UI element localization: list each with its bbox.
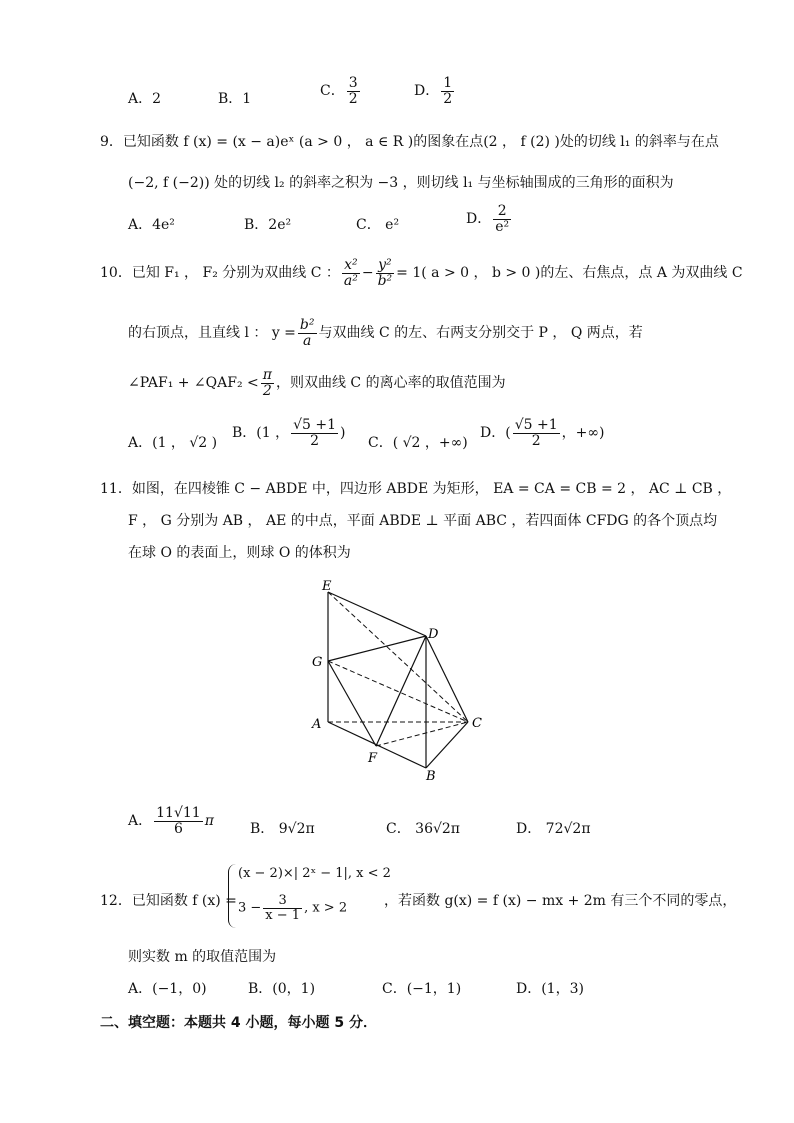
q11-line3: 在球 O 的表面上，则球 O 的体积为 (128, 545, 351, 561)
q10-line2 (128, 318, 643, 348)
q10-frac1-den: a² (343, 272, 358, 289)
q11-option-d: D． 72√2π (516, 821, 591, 837)
q10-line3-end: ，则双曲线 C 的离心率的取值范围为 (275, 375, 506, 392)
q10-option-c: C．( √2 ，+∞) (368, 435, 468, 451)
q10-frac3-num: b² (299, 317, 315, 333)
edge-ed (328, 592, 426, 636)
q12-suffix: ，若函数 g(x) = f (x) − mx + 2m 有三个不同的零点， (384, 893, 737, 909)
label-a: A (312, 717, 322, 732)
q10-line2-end: 与双曲线 C 的左、右两支分别交于 P ， Q 两点，若 (318, 325, 643, 342)
q12-case2-start: 3 − (238, 900, 262, 916)
label-e: E (322, 579, 332, 594)
q9-line1: 9．已知函数 f (x) = (x − a)eˣ (a > 0 ， a ∈ R )的图象在点(2 ， f (2) )处的切线 l₁ 的斜率与在点 (100, 134, 719, 150)
q10-frac3-den: a (303, 332, 312, 349)
edge-dc (426, 636, 468, 722)
q12-case1: (x − 2)×| 2ˣ − 1|, x < 2 (238, 866, 391, 881)
q10-b-num: √5 +1 (293, 417, 337, 433)
q12-option-d: D．(1，3) (516, 981, 584, 997)
q10-option-b (232, 418, 346, 448)
q8-d-num: 1 (443, 75, 453, 91)
label-g: G (312, 655, 323, 670)
q8-d-den: 2 (443, 90, 453, 107)
q9-option-d (466, 204, 513, 234)
q8-c-den: 2 (348, 90, 358, 107)
q11-a-num: 11√11 (156, 805, 201, 821)
q10-frac2-num: y² (376, 258, 395, 274)
q12-case2-num: 3 (263, 894, 302, 909)
q8-option-b: B．1 (218, 91, 252, 107)
q11-option-b: B． 9√2π (250, 821, 315, 837)
q10-line1-start: 10．已知 F₁ ， F₂ 分别为双曲线 C ： (100, 265, 340, 282)
q9-option-d-label: D． (466, 211, 492, 228)
q9-option-c: C． e² (356, 217, 400, 233)
q9-line2: (−2, f (−2)) 处的切线 l₂ 的斜率之积为 −3 ，则切线 l₁ 与坐标轴围成的三角形的面积为 (128, 175, 674, 191)
q12-option-a: A．(−1，0) (128, 981, 207, 997)
q10-frac2-den: b² (377, 272, 393, 289)
label-c: C (472, 716, 482, 731)
pyramid-figure (300, 576, 500, 786)
edge-ec-hidden (328, 592, 468, 722)
q9-d-num: 2 (493, 204, 511, 220)
q10-line2-start: 的右顶点，且直线 l ： y = (128, 325, 296, 342)
q10-d-num: √5 +1 (514, 417, 558, 433)
label-d: D (428, 627, 439, 642)
q12-case2 (238, 894, 347, 922)
q10-frac4-num: π (262, 367, 272, 383)
label-b: B (426, 769, 436, 784)
q10-line3 (128, 368, 506, 398)
q11-option-a-tail: π (204, 813, 214, 830)
q12-option-c: C．(−1，1) (382, 981, 462, 997)
q8-option-d-label: D． (414, 83, 440, 100)
q10-option-a: A．(1 ， √2 ) (128, 435, 218, 451)
q10-frac4-den: 2 (262, 382, 272, 399)
q11-option-a (128, 806, 214, 836)
edge-gd (328, 636, 426, 661)
q8-c-num: 3 (348, 75, 358, 91)
edge-gc-hidden (328, 661, 468, 722)
q10-option-d (480, 418, 604, 448)
q11-option-c: C． 36√2π (386, 821, 461, 837)
q10-frac1-num: x² (342, 258, 360, 274)
q8-option-d (414, 76, 456, 106)
q10-option-d-tail: ，+∞) (561, 425, 605, 442)
q10-option-b-label: B．(1 ， (232, 425, 290, 442)
q9-option-b: B．2e² (244, 217, 292, 233)
q10-option-d-label: D．( (480, 425, 511, 442)
q12-line2: 则实数 m 的取值范围为 (128, 949, 277, 965)
q12-case2-den: x − 1 (265, 907, 301, 923)
edge-fc-hidden (376, 722, 468, 746)
q12-case2-end: , x > 2 (304, 900, 348, 916)
q9-option-a: A．4e² (128, 217, 175, 233)
q10-line1: 10．已知 F₁ ， F₂ 分别为双曲线 C ： $\frac{\text{x²}}{\text{a²}}$ − $\frac{\text{y²}}{\text{b²}}$ = 1( a > 0 ， b > 0 )的左、右焦点，点 A 为双曲线 C (100, 257, 743, 289)
edge-bc (426, 722, 468, 768)
q11-a-den: 6 (173, 820, 183, 837)
q10-b-den: 2 (310, 432, 320, 449)
q8-option-c (320, 76, 362, 106)
q10-line1-end: = 1( a > 0 ， b > 0 )的左、右焦点，点 A 为双曲线 C (396, 265, 743, 282)
q11-option-a-label: A． (128, 813, 153, 830)
q8-option-a: A．2 (128, 91, 162, 107)
q11-line2: F ， G 分别为 AB ， AE 的中点，平面 ABDE ⊥ 平面 ABC ，若四面体 CFDG 的各个顶点均 (128, 513, 718, 529)
q10-d-den: 2 (531, 432, 541, 449)
q10-option-b-tail: ) (340, 425, 346, 442)
q12-prefix: 12．已知函数 f (x) = (100, 893, 237, 909)
q10-line3-start: ∠PAF₁ + ∠QAF₂ < (128, 375, 259, 392)
q11-line1: 11．如图，在四棱锥 C − ABDE 中，四边形 ABDE 为矩形， EA = CA = CB = 2 ， AC ⊥ CB ， (100, 481, 732, 497)
q9-d-den: e² (495, 218, 510, 235)
edge-fd (376, 636, 426, 746)
q8-option-c-label: C． (320, 83, 345, 100)
q12-option-b: B．(0，1) (248, 981, 316, 997)
section-title-fill-in: 二、填空题：本题共 4 小题，每小题 5 分． (100, 1015, 377, 1031)
label-f: F (368, 751, 378, 766)
